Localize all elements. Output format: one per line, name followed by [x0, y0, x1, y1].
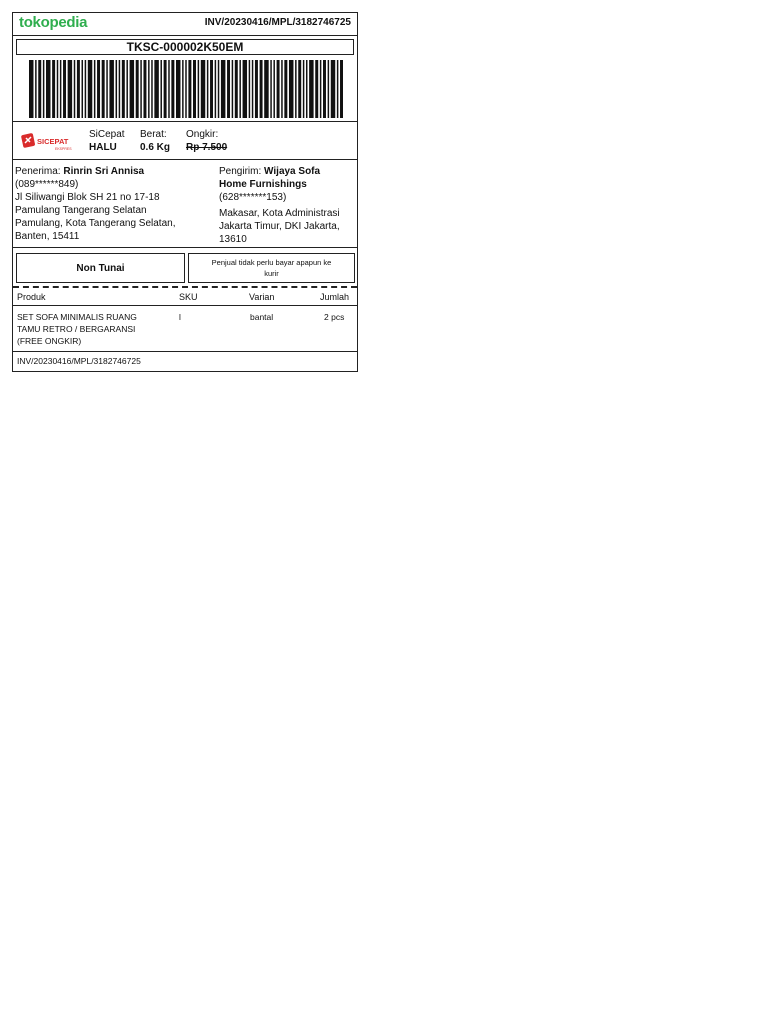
- barcode-bar: [252, 60, 253, 118]
- weight-label: Berat:: [140, 129, 167, 140]
- barcode-bar: [119, 60, 120, 118]
- barcode-bar: [38, 60, 41, 118]
- col-header-product: Produk: [17, 292, 46, 302]
- barcode-bar: [140, 60, 141, 118]
- barcode-bar: [109, 60, 113, 118]
- barcode-bar: [130, 60, 134, 118]
- barcode-bar: [63, 60, 66, 118]
- barcode-bar: [46, 60, 50, 118]
- barcode-bar: [35, 60, 36, 118]
- barcode-bar: [281, 60, 282, 118]
- sender-name-cont: Home Furnishings: [219, 179, 307, 190]
- courier-service-label: SiCepat: [89, 129, 125, 140]
- barcode-bar: [176, 60, 180, 118]
- sicepat-logo: [21, 131, 77, 153]
- barcode-bar: [328, 60, 329, 118]
- divider: [13, 159, 357, 160]
- barcode-bar: [102, 60, 105, 118]
- barcode-bar: [303, 60, 304, 118]
- payment-method-text: Non Tunai: [76, 262, 125, 274]
- barcode-bar: [315, 60, 318, 118]
- sender-address-line: 13610: [219, 234, 247, 245]
- divider: [13, 351, 357, 352]
- barcode-bar: [52, 60, 55, 118]
- barcode-bar: [249, 60, 250, 118]
- barcode-bar: [82, 60, 83, 118]
- recipient-address-line: Pamulang Tangerang Selatan: [15, 205, 147, 216]
- payment-method: [16, 253, 185, 283]
- barcode-bar: [243, 60, 247, 118]
- sender-name: Wijaya Sofa: [264, 166, 321, 177]
- barcode-bar: [306, 60, 307, 118]
- tokopedia-logo: tokopedia: [19, 14, 88, 31]
- recipient-block: [15, 165, 215, 243]
- barcode-bar: [337, 60, 338, 118]
- product-qty: 2 pcs: [324, 312, 345, 322]
- barcode-bar: [126, 60, 127, 118]
- product-name-line: TAMU RETRO / BERGARANSI: [17, 324, 136, 334]
- product-sku: l: [179, 312, 181, 322]
- barcode-bar: [323, 60, 326, 118]
- payment-note-line: kurir: [264, 269, 279, 278]
- divider: [13, 35, 357, 36]
- barcode-bar: [193, 60, 196, 118]
- barcode-bar: [148, 60, 149, 118]
- barcode-bar: [264, 60, 268, 118]
- barcode-bar: [255, 60, 258, 118]
- barcode-bar: [284, 60, 287, 118]
- barcode-bar: [198, 60, 199, 118]
- product-variant: bantal: [250, 312, 274, 322]
- product-name-line: (FREE ONGKIR): [17, 336, 82, 346]
- barcode-bar: [227, 60, 230, 118]
- barcode-bar: [29, 60, 33, 118]
- recipient-label: Penerima:: [15, 166, 61, 177]
- barcode-bar: [85, 60, 86, 118]
- barcode-bar: [143, 60, 146, 118]
- sender-address-line: Jakarta Timur, DKI Jakarta,: [219, 221, 340, 232]
- barcode-bar: [88, 60, 92, 118]
- invoice-number-top: INV/20230416/MPL/3182746725: [204, 17, 351, 28]
- barcode-bar: [122, 60, 125, 118]
- sender-phone: (628*******153): [219, 192, 287, 203]
- barcode-bar: [270, 60, 271, 118]
- barcode-bar: [171, 60, 174, 118]
- shipping-fee: [186, 128, 227, 154]
- invoice-number-bottom: INV/20230416/MPL/3182746725: [17, 356, 141, 366]
- barcode-bar: [215, 60, 216, 118]
- barcode-bar: [188, 60, 191, 118]
- barcode-bar: [74, 60, 75, 118]
- barcode-bar: [136, 60, 139, 118]
- barcode-bar: [331, 60, 335, 118]
- barcode-bar: [273, 60, 274, 118]
- barcode-bar: [207, 60, 208, 118]
- sicepat-logo-subtext: EKSPRES: [55, 147, 72, 151]
- barcode-bar: [235, 60, 238, 118]
- barcode-bar: [57, 60, 58, 118]
- barcode-bar: [94, 60, 95, 118]
- payment-note: [188, 253, 355, 283]
- barcode-bar: [164, 60, 167, 118]
- barcode-bar: [168, 60, 169, 118]
- barcode-bar: [116, 60, 117, 118]
- barcode-bar: [277, 60, 280, 118]
- shipping-fee-value: Rp 7.500: [186, 142, 228, 153]
- barcode-bar: [68, 60, 72, 118]
- recipient-phone: (089******849): [15, 179, 79, 190]
- barcode-bar: [210, 60, 213, 118]
- courier-service-value: HALU: [89, 142, 117, 153]
- barcode-bar: [97, 60, 100, 118]
- barcode-bar: [185, 60, 186, 118]
- product-name-line: SET SOFA MINIMALIS RUANG: [17, 312, 137, 322]
- barcode-bar: [201, 60, 205, 118]
- barcode-bar: [106, 60, 107, 118]
- barcode-bar: [289, 60, 293, 118]
- barcode-bar: [260, 60, 263, 118]
- barcode-bar: [239, 60, 240, 118]
- shipping-label: [12, 12, 358, 372]
- divider: [13, 305, 357, 306]
- sender-label: Pengirim:: [219, 166, 262, 177]
- recipient-address-line: Jl Siliwangi Blok SH 21 no 17-18: [15, 192, 160, 203]
- col-header-sku: SKU: [179, 292, 198, 302]
- barcode-bar: [320, 60, 321, 118]
- barcode-bar: [232, 60, 233, 118]
- barcode-bar: [295, 60, 296, 118]
- barcode-bar: [43, 60, 44, 118]
- barcode-bar: [309, 60, 313, 118]
- sender-address-line: Makasar, Kota Administrasi: [219, 208, 340, 219]
- barcode-bar: [60, 60, 61, 118]
- weight: [140, 128, 170, 154]
- barcode-bar: [298, 60, 301, 118]
- shipping-fee-label: Ongkir:: [186, 129, 219, 140]
- barcode-bar: [340, 60, 343, 118]
- divider: [13, 121, 357, 122]
- recipient-name: Rinrin Sri Annisa: [63, 166, 145, 177]
- barcode: [29, 60, 343, 118]
- recipient-address-line: Pamulang, Kota Tangerang Selatan,: [15, 218, 176, 229]
- barcode-bar: [160, 60, 161, 118]
- col-header-qty: Jumlah: [320, 292, 350, 302]
- dashed-divider: [13, 286, 357, 288]
- table-row-product: [17, 311, 167, 347]
- col-header-variant: Varian: [249, 292, 275, 302]
- barcode-bar: [154, 60, 158, 118]
- recipient-address-line: Banten, 15411: [15, 231, 80, 242]
- barcode-bar: [221, 60, 225, 118]
- payment-note-line: Penjual tidak perlu bayar apapun ke: [211, 258, 332, 267]
- barcode-bar: [151, 60, 152, 118]
- barcode-bar: [182, 60, 183, 118]
- barcode-bar: [218, 60, 219, 118]
- courier-service: [89, 128, 125, 154]
- divider: [13, 247, 357, 248]
- weight-value: 0.6 Kg: [140, 142, 171, 153]
- sender-block: [219, 165, 357, 246]
- sicepat-logo-text: SICEPAT: [37, 137, 69, 146]
- barcode-bar: [77, 60, 80, 118]
- tracking-code: TKSC-000002K50EM: [16, 39, 354, 55]
